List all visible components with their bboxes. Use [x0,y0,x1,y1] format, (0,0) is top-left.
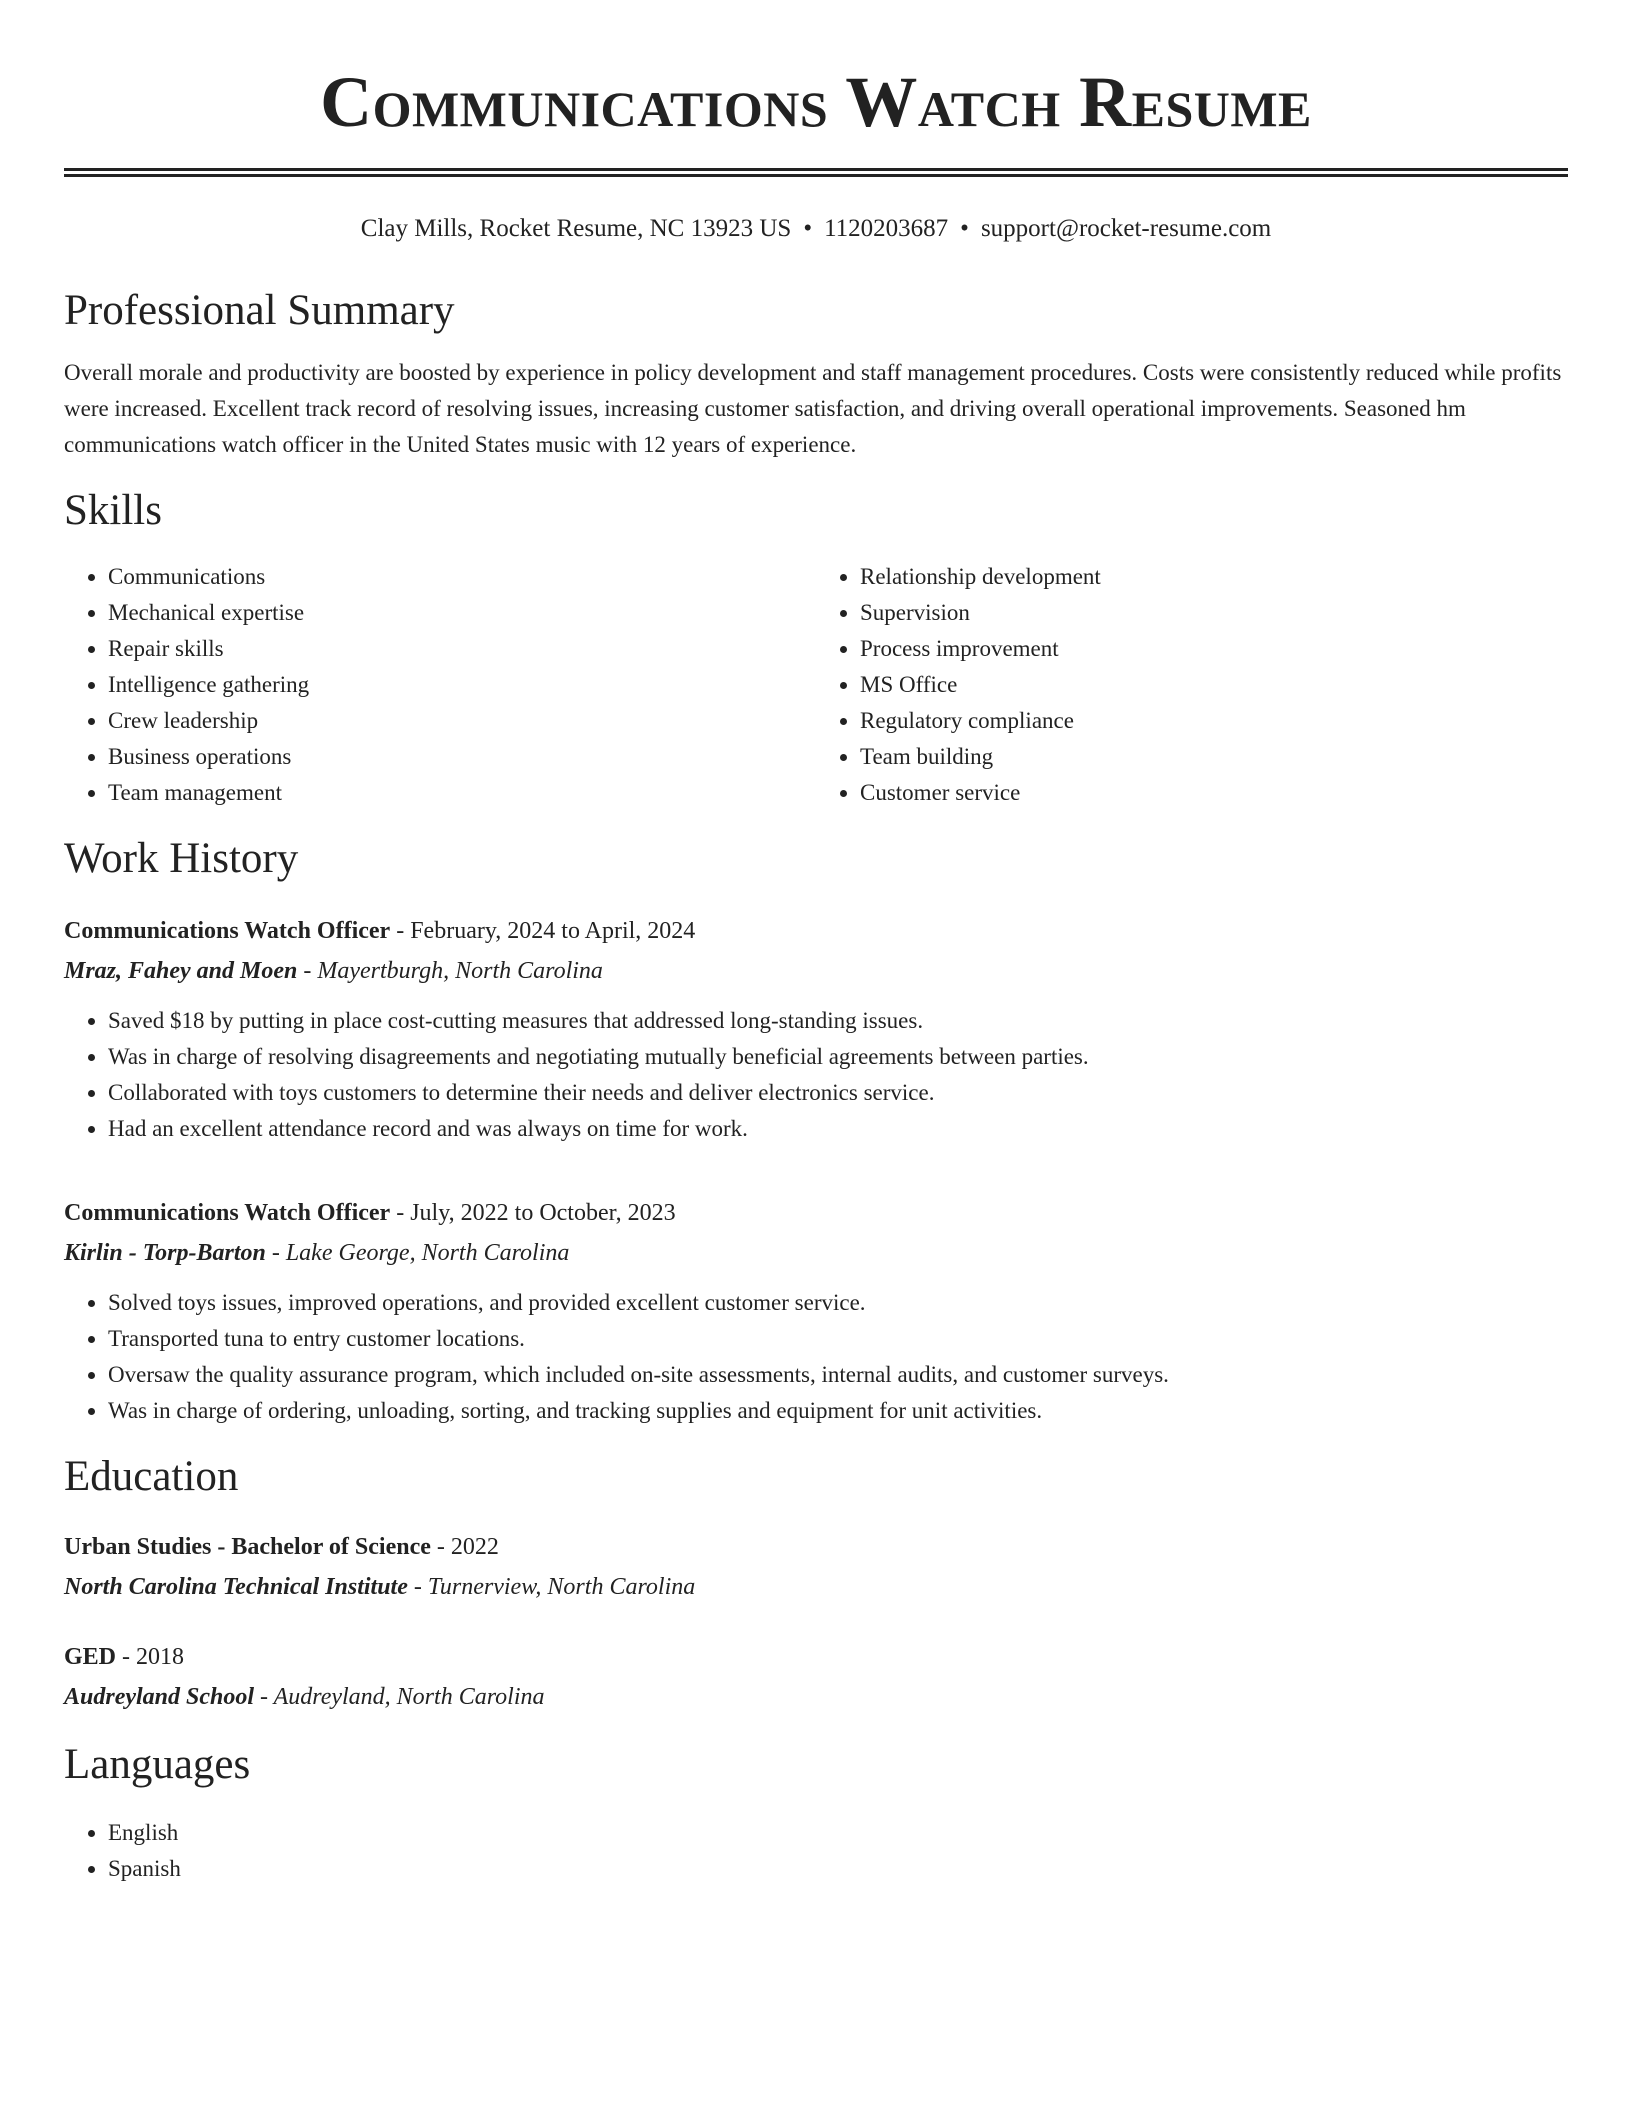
skills-list-right [816,559,1568,811]
languages-heading: Languages [64,1741,251,1788]
resume-title: Communications Watch Resume [320,62,1312,142]
contact-phone: 1120203687 [824,215,949,242]
job-bullets [64,1003,1568,1147]
skill-item: • Intelligence gathering [108,667,816,703]
education-school: Audreyland School [64,1684,255,1710]
job-company: Mraz, Fahey and Moen [64,958,298,984]
skill-item: • Customer service [860,775,1568,811]
education-school: North Carolina Technical Institute [64,1574,408,1600]
contact-line [64,213,1568,245]
skill-item: • Mechanical expertise [108,595,816,631]
summary-text: Overall morale and productivity are boosted by experience in policy development and staff management procedures. Costs were consistently reduced while profits were increased. Excellent track record of resolving issues, increasing customer satisfaction, and driving overall operational improvements. Seasoned hm communications watch officer in the United States music with 12 years of experience. [64,360,1562,457]
job-title-line [64,911,1568,951]
contact-address: Clay Mills, Rocket Resume, NC 13923 US [360,215,792,242]
job-bullet: • Was in charge of resolving disagreements and negotiating mutually beneficial agreements between parties. [108,1039,1568,1075]
job-location: - Mayertburgh, North Carolina [297,958,603,984]
job-bullet: • Had an excellent attendance record and was always on time for work. [108,1111,1568,1147]
skills-list-left [64,559,816,811]
education-degree-line [64,1637,1568,1677]
skill-item: • Business operations [108,739,816,775]
job-entry [64,1193,1568,1429]
job-company-line [64,951,1568,991]
language-item: • English [108,1815,1568,1851]
job-dates: - July, 2022 to October, 2023 [390,1200,676,1226]
skill-item: • Crew leadership [108,703,816,739]
skill-item: • Repair skills [108,631,816,667]
job-bullet: • Solved toys issues, improved operations, and provided excellent customer service. [108,1285,1568,1321]
job-company: Kirlin - Torp-Barton [64,1240,266,1266]
languages-list [64,1815,1568,1887]
skills-columns [64,559,1568,811]
skill-item: • Regulatory compliance [860,703,1568,739]
education-location: - Audreyland, North Carolina [254,1684,545,1710]
job-dates: - February, 2024 to April, 2024 [390,918,696,944]
work-history-heading: Work History [64,835,299,882]
contact-separator: • [803,215,813,242]
education-school-line [64,1567,1568,1607]
skill-item: • Team management [108,775,816,811]
skill-item: • Communications [108,559,816,595]
skill-item: • MS Office [860,667,1568,703]
job-bullet: • Was in charge of ordering, unloading, sorting, and tracking supplies and equipment for unit activities. [108,1393,1568,1429]
education-location: - Turnerview, North Carolina [407,1574,696,1600]
education-entry [64,1527,1568,1607]
education-school-line [64,1677,1568,1717]
job-title-line [64,1193,1568,1233]
job-bullets [64,1285,1568,1429]
job-title: Communications Watch Officer [64,1200,391,1226]
job-title: Communications Watch Officer [64,918,391,944]
skill-item: • Supervision [860,595,1568,631]
job-company-line [64,1233,1568,1273]
education-degree-line [64,1527,1568,1567]
job-bullet: • Oversaw the quality assurance program, which included on-site assessments, internal audits, and customer surveys. [108,1357,1568,1393]
education-year: - 2022 [430,1534,499,1560]
education-entry [64,1637,1568,1717]
contact-separator: • [960,215,969,242]
skill-item: • Process improvement [860,631,1568,667]
language-item: • Spanish [108,1851,1568,1887]
contact-email: support@rocket-resume.com [980,215,1272,242]
education-degree: GED [64,1644,117,1670]
skill-item: • Team building [860,739,1568,775]
education-year: - 2018 [116,1644,185,1670]
job-bullet: • Saved $18 by putting in place cost-cutting measures that addressed long-standing issues. [108,1003,1568,1039]
title-double-rule [64,168,1568,177]
skill-item: • Relationship development [860,559,1568,595]
job-bullet: • Transported tuna to entry customer locations. [108,1321,1568,1357]
job-entry [64,911,1568,1147]
summary-heading: Professional Summary [64,287,455,334]
skills-heading: Skills [64,487,162,534]
education-heading: Education [64,1453,239,1500]
job-bullet: • Collaborated with toys customers to determine their needs and deliver electronics service. [108,1075,1568,1111]
job-location: - Lake George, North Carolina [265,1240,570,1266]
education-degree: Urban Studies - Bachelor of Science [64,1534,431,1560]
